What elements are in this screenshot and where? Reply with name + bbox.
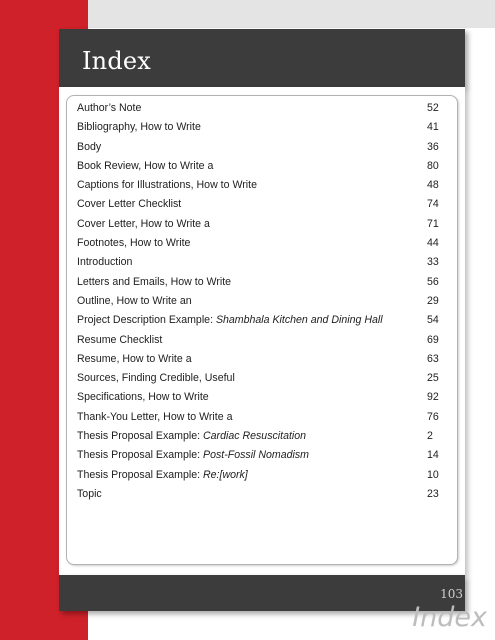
index-entry bbox=[77, 311, 447, 330]
index-entry bbox=[77, 99, 447, 118]
index-entry-page: 29 bbox=[427, 294, 439, 307]
index-entry bbox=[77, 331, 447, 350]
index-entry-title: Captions for Illustrations, How to Write bbox=[77, 179, 257, 192]
index-entry-page: 25 bbox=[427, 372, 439, 385]
index-entry-page: 44 bbox=[427, 237, 439, 250]
index-entry-page: 69 bbox=[427, 333, 439, 346]
index-entry-title: Topic bbox=[77, 487, 102, 500]
index-entry bbox=[77, 273, 447, 292]
index-entry bbox=[77, 176, 447, 195]
index-entry bbox=[77, 466, 447, 485]
index-entry-page: 71 bbox=[427, 217, 439, 230]
index-entry bbox=[77, 446, 447, 465]
index-entry-title: Author’s Note bbox=[77, 102, 142, 114]
index-entry-text bbox=[77, 157, 213, 176]
index-entry-title: Resume Checklist bbox=[77, 333, 163, 346]
index-entry-page: 41 bbox=[427, 121, 439, 134]
index-entry-text bbox=[77, 195, 181, 214]
index-entry-page: 54 bbox=[427, 314, 439, 327]
index-list bbox=[77, 99, 447, 504]
index-entry-page: 23 bbox=[427, 487, 439, 500]
index-entry-title: Introduction bbox=[77, 256, 133, 269]
index-entry-title: Sources, Finding Credible, Useful bbox=[77, 372, 235, 385]
index-box bbox=[66, 95, 458, 565]
index-entry bbox=[77, 195, 447, 214]
index-entry-text bbox=[77, 234, 190, 253]
index-entry-title: Outline, How to Write an bbox=[77, 294, 192, 307]
index-entry-text bbox=[77, 466, 248, 485]
index-entry-title: Thesis Proposal Example: bbox=[77, 430, 204, 443]
index-entry-text bbox=[77, 485, 102, 504]
index-entry-title: Cover Letter, How to Write a bbox=[77, 217, 210, 230]
index-entry bbox=[77, 350, 447, 369]
index-entry-page: 36 bbox=[427, 140, 439, 153]
index-entry-title: Book Review, How to Write a bbox=[77, 159, 214, 172]
index-entry bbox=[77, 485, 447, 504]
index-entry bbox=[77, 292, 447, 311]
index-entry-title: Project Description Example: bbox=[77, 314, 216, 327]
index-entry-page: 74 bbox=[427, 198, 439, 211]
index-entry-text bbox=[77, 408, 232, 427]
index-entry-text bbox=[77, 331, 162, 350]
grey-top-band bbox=[88, 0, 495, 28]
page-title: Index bbox=[82, 47, 152, 75]
index-entry-title: Bibliography, How to Write bbox=[77, 121, 201, 134]
index-entry-page: 48 bbox=[427, 179, 439, 192]
index-entry-page: 80 bbox=[427, 159, 439, 172]
index-entry-italic-title: Post-Fossil Nomadism bbox=[203, 449, 309, 462]
index-entry-text bbox=[77, 138, 101, 157]
index-entry-text bbox=[77, 253, 132, 272]
index-entry-title: Body bbox=[77, 140, 102, 153]
index-entry bbox=[77, 253, 447, 272]
index-entry-page: 14 bbox=[427, 449, 439, 462]
index-entry bbox=[77, 118, 447, 137]
index-entry bbox=[77, 138, 447, 157]
index-entry-title: Cover Letter Checklist bbox=[77, 198, 182, 211]
index-entry-title: Specifications, How to Write bbox=[77, 391, 209, 404]
section-label: Index bbox=[412, 602, 487, 633]
index-entry-text bbox=[77, 311, 383, 330]
footer-bar bbox=[59, 575, 465, 611]
index-entry-text bbox=[77, 215, 210, 234]
index-entry-page: 63 bbox=[427, 352, 439, 365]
index-entry-page: 52 bbox=[427, 102, 439, 114]
index-entry-page: 92 bbox=[427, 391, 439, 404]
index-entry-text bbox=[77, 292, 192, 311]
index-entry-title: Footnotes, How to Write bbox=[77, 237, 191, 250]
page-number: 103 bbox=[440, 587, 463, 601]
index-entry-text bbox=[77, 350, 192, 369]
index-entry-page: 10 bbox=[427, 468, 439, 481]
index-entry-text bbox=[77, 273, 231, 292]
index-entry-text bbox=[77, 118, 201, 137]
index-entry-italic-title: Re:[work] bbox=[203, 468, 248, 481]
index-entry bbox=[77, 215, 447, 234]
index-entry bbox=[77, 388, 447, 407]
index-entry-text bbox=[77, 369, 235, 388]
index-entry bbox=[77, 157, 447, 176]
index-entry-text bbox=[77, 446, 309, 465]
index-entry-text bbox=[77, 99, 141, 118]
index-entry-title: Letters and Emails, How to Write bbox=[77, 275, 232, 288]
index-entry-page: 56 bbox=[427, 275, 439, 288]
index-entry-title: Thank-You Letter, How to Write a bbox=[77, 410, 233, 423]
index-entry bbox=[77, 408, 447, 427]
index-entry-italic-title: Cardiac Resuscitation bbox=[203, 430, 307, 443]
index-entry-title: Resume, How to Write a bbox=[77, 352, 192, 365]
index-entry-italic-title: Shambhala Kitchen and Dining Hall bbox=[215, 314, 383, 327]
index-entry-page: 33 bbox=[427, 256, 439, 269]
title-bar bbox=[59, 29, 465, 87]
index-entry-page: 2 bbox=[427, 430, 433, 443]
index-entry-text bbox=[77, 388, 209, 407]
content-panel bbox=[59, 87, 465, 575]
index-entry-title: Thesis Proposal Example: bbox=[77, 468, 204, 481]
index-entry-text bbox=[77, 427, 306, 446]
index-entry-text bbox=[77, 176, 257, 195]
index-entry bbox=[77, 427, 447, 446]
index-entry bbox=[77, 234, 447, 253]
index-entry-title: Thesis Proposal Example: bbox=[77, 449, 204, 462]
index-entry-page: 76 bbox=[427, 410, 439, 423]
index-entry bbox=[77, 369, 447, 388]
